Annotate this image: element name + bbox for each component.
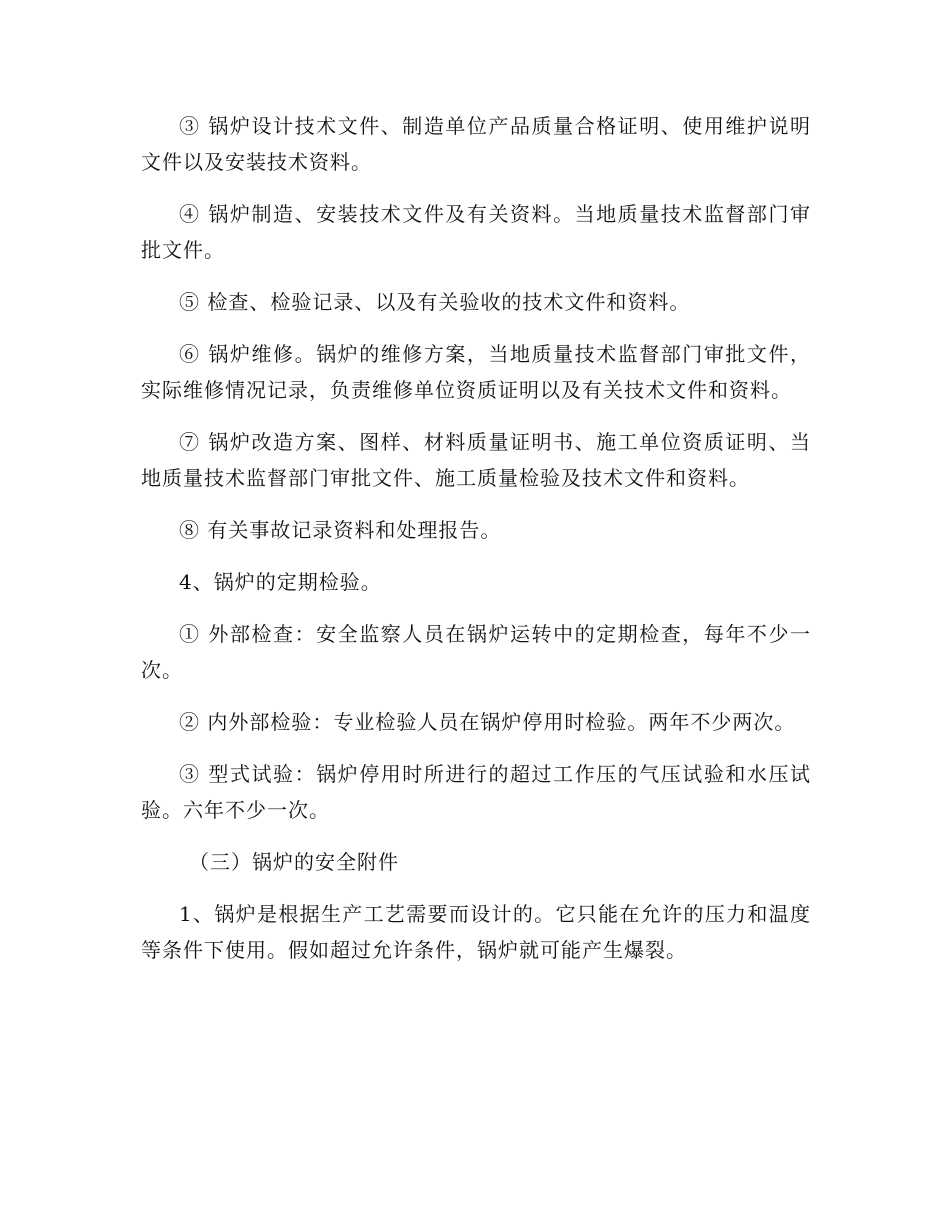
paragraph-item-4-manufacture-docs: ④ 锅炉制造、安装技术文件及有关资料。当地质量技术监督部门审批文件。 — [141, 202, 811, 262]
paragraph-internal-external-inspection: ② 内外部检验：专业检验人员在锅炉停用时检验。两年不少两次。 — [179, 710, 796, 734]
paragraph-item-5-inspection-records: ⑤ 检查、检验记录、以及有关验收的技术文件和资料。 — [179, 290, 691, 314]
section-heading-safety-accessories: （三）锅炉的安全附件 — [189, 850, 399, 874]
paragraph-item-7-modification: ⑦ 锅炉改造方案、图样、材料质量证明书、施工单位资质证明、当地质量技术监督部门审批文件、施工质量检验及技术文件和资料。 — [141, 430, 811, 490]
section-heading-periodic-inspection: 4、锅炉的定期检验。 — [179, 570, 382, 594]
paragraph-item-6-maintenance: ⑥ 锅炉维修。锅炉的维修方案，当地质量技术监督部门审批文件，实际维修情况记录，负责维修单位资质证明以及有关技术文件和资料。 — [141, 342, 811, 402]
paragraph-item-8-accident-records: ⑧ 有关事故记录资料和处理报告。 — [179, 518, 502, 542]
paragraph-external-check: ① 外部检查：安全监察人员在锅炉运转中的定期检查，每年不少一次。 — [141, 622, 811, 682]
paragraph-boiler-design-limits: 1、锅炉是根据生产工艺需要而设计的。它只能在允许的压力和温度等条件下使用。假如超过允许条件，锅炉就可能产生爆裂。 — [141, 902, 811, 962]
paragraph-item-3-design-docs: ③ 锅炉设计技术文件、制造单位产品质量合格证明、使用维护说明文件以及安装技术资料。 — [141, 114, 811, 174]
document-body — [141, 108, 811, 984]
paragraph-type-test: ③ 型式试验：锅炉停用时所进行的超过工作压的气压试验和水压试验。六年不少一次。 — [141, 762, 811, 822]
